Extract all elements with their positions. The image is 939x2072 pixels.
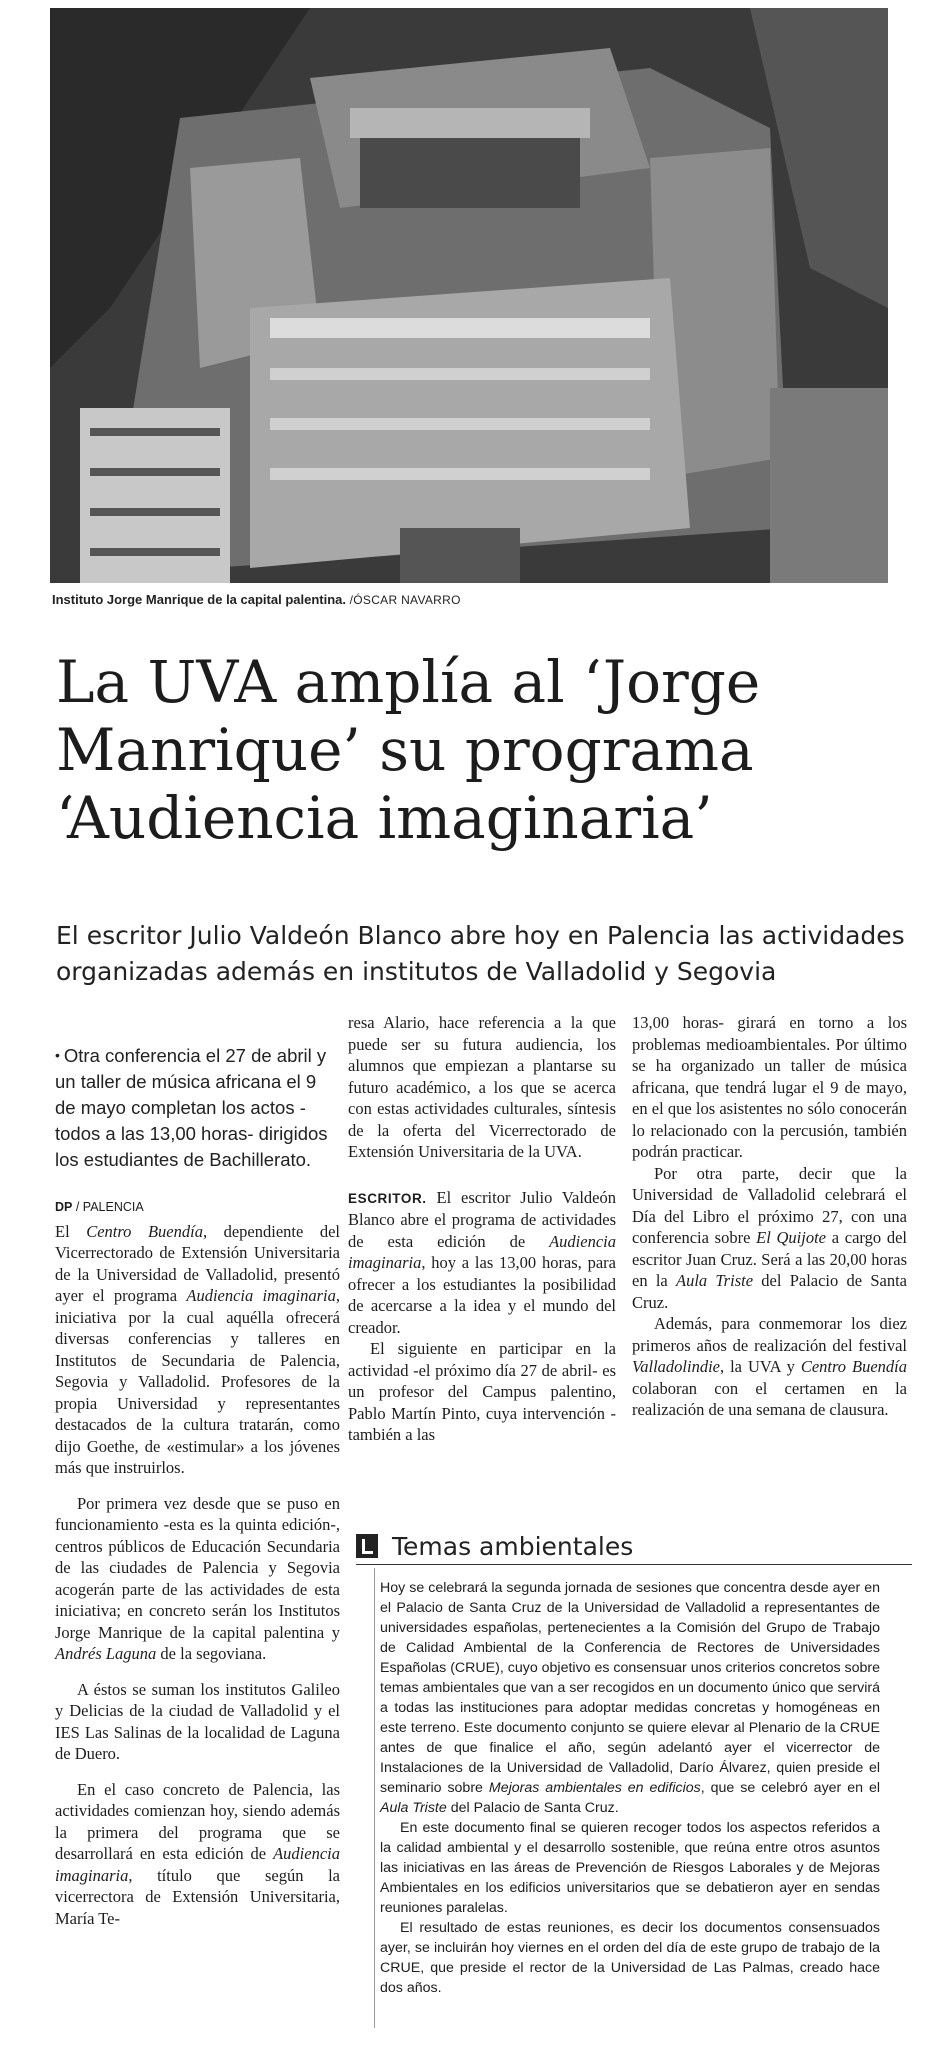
article-column-3 [632, 1012, 907, 1421]
paragraph [632, 1313, 907, 1421]
text-run: del Palacio de Santa Cruz. [632, 1271, 908, 1312]
text-run: , hoy a las 13,00 horas, para ofrecer a los estudiantes la posibilidad de acercarse a la idea y el mundo del creador. [348, 1253, 616, 1337]
paragraph: 13,00 horas- girará en torno a los problemas medioambientales. Por último se ha organizado un taller de música africana, que tendrá lugar el 9 de mayo, en el que los asistentes no sólo conocerán lo relacionado con la percusión, también podrán practicar. [632, 1013, 907, 1161]
lead-summary [55, 1042, 340, 1173]
text-run: , que se celebró ayer en el [700, 1780, 880, 1796]
headline-line-2: Manrique’ su programa [56, 716, 754, 784]
photo-credit: /ÓSCAR NAVARRO [349, 593, 461, 607]
italic-text: Valladolindie [632, 1357, 720, 1376]
byline-agency: DP [55, 1200, 73, 1214]
paragraph: En este documento final se quieren recoger todos los aspectos referidos a la calidad ambiental y el desarrollo sostenible, que reúna entre otros asuntos las iniciativas en las áreas de Prevención de Riesgos Laborales y de Mejoras Ambientales en los edificios universitarios que se debatieron ayer en sendas reuniones paralelas. [380, 1820, 880, 1916]
article-column-1 [55, 1042, 340, 1929]
italic-text: El Quijote [756, 1228, 827, 1247]
section-kicker: ESCRITOR. [348, 1190, 427, 1206]
sidebar-box-rule [374, 1568, 375, 2028]
text-run: a cargo del escritor Juan Cruz. Será a las 20,00 horas en la [632, 1228, 908, 1290]
paragraph [632, 1163, 907, 1314]
bullet-icon: • [55, 1047, 60, 1063]
paragraph: El siguiente en participar en la actividad -el próximo día 27 de abril- es un profesor del Campus palentino, Pablo Martín Pinto, cuya intervención -también a las [348, 1339, 616, 1444]
italic-text: Mejoras ambientales en edificios [488, 1780, 701, 1796]
caption-text: Instituto Jorge Manrique de la capital palentina. [52, 592, 346, 607]
text-run: , dependiente del Vicerrectorado de Extensión Universitaria de la Universidad de Valladolid, presentó ayer el programa [55, 1221, 341, 1305]
byline-place: / PALENCIA [75, 1200, 144, 1214]
italic-text: Audiencia imaginaria [186, 1286, 336, 1305]
italic-text: Centro Buendía [800, 1357, 907, 1376]
photo-caption [52, 592, 852, 607]
subhead-line-2: organizadas además en institutos de Valladolid y Segovia [56, 957, 777, 986]
headline-line-1: La UVA amplía al ‘Jorge [56, 648, 761, 716]
italic-text: Andrés Laguna [55, 1644, 157, 1663]
text-run: En el caso concreto de Palencia, las actividades comienzan hoy, siendo además la primera del programa que se desarrollará en esta edición de [55, 1779, 340, 1863]
article-column-2 [348, 1012, 616, 1446]
subhead-line-1: El escritor Julio Valdeón Blanco abre hoy en Palencia las actividades [56, 921, 905, 950]
building-photo [50, 8, 888, 583]
paragraph [380, 1578, 880, 1818]
text-run: colaboran con el certamen en la realización de una semana de clausura. [632, 1378, 907, 1419]
text-run: , título que según la vicerrectora de Extensión Universitaria, María Te- [55, 1865, 340, 1928]
text-run: Por primera vez desde que se puso en funcionamiento -esta es la quinta edición-, centros públicos de Educación Secundaria de las ciudades de Palencia y Segovia acogerán parte de las actividades de esta iniciativa; en concreto serán los Institutos Jorge Manrique de la capital palentina y [55, 1493, 340, 1642]
byline [55, 1197, 340, 1219]
text-run: El [55, 1221, 87, 1241]
italic-text: Aula Triste [676, 1271, 754, 1290]
section-marker-icon [356, 1534, 378, 1558]
paragraph [348, 1187, 616, 1339]
paragraph [55, 1779, 340, 1930]
text-run: El escritor Julio Valdeón Blanco abre el programa de actividades de esta edición de [348, 1187, 616, 1251]
paragraph [55, 1221, 340, 1479]
italic-text: Audiencia imaginaria [55, 1844, 340, 1885]
italic-text: Aula Triste [380, 1800, 447, 1816]
lead-text: Otra conferencia el 27 de abril y un taller de música africana el 9 de mayo completan los actos -todos a las 13,00 horas- dirigidos los estudiantes de Bachillerato. [55, 1045, 328, 1170]
sidebar-box-header [356, 1530, 912, 1565]
headline-line-3: ‘Audiencia imaginaria’ [56, 784, 713, 852]
subheadline [56, 918, 916, 990]
paragraph [55, 1493, 340, 1665]
text-run: de la segoviana. [156, 1644, 267, 1663]
text-run: , iniciativa por la cual aquélla ofrecerá diversas conferencias y talleres en Institutos de Secundaria de Palencia, Segovia y Valladolid. Profesores de la propia Universidad y representantes destacados de la cultura tratarán, como dijo Goethe, de «estimular» a los jóvenes más que instruirlos. [55, 1286, 340, 1477]
sidebar-box-title: Temas ambientales [392, 1532, 634, 1561]
text-run: , la UVA y [720, 1357, 801, 1376]
text-run: Además, para conmemorar los diez primeros años de realización del festival [632, 1314, 907, 1355]
text-run: del Palacio de Santa Cruz. [446, 1800, 619, 1816]
text-run: Hoy se celebrará la segunda jornada de sesiones que concentra desde ayer en el Palacio de Santa Cruz de la Universidad de Valladolid a representantes de universidades españolas, pertenecientes a la Comisión del Grupo de Trabajo de Calidad Ambiental de la Conferencia de Rectores de Universidades Españolas (CRUE), cuyo objetivo es consensuar unos criterios concretos sobre temas ambientales que van a ser recogidos en un documento único que servirá a todas las instituciones para adoptar medidas concretas y homogéneas en este terreno. Este documento conjunto se quiere elevar al Plenario de la CRUE antes de que finalice el año, según adelantó ayer el vicerrector de Instalaciones de la Universidad de Valladolid, Darío Álvarez, quien preside el seminario sobre [380, 1580, 881, 1796]
headline [56, 648, 896, 852]
text-run: Por otra parte, decir que la Universidad de Valladolid celebrará el Día del Libro el próximo 27, con una conferencia sobre [632, 1163, 907, 1247]
italic-text: Audiencia imaginaria [348, 1231, 616, 1272]
paragraph: resa Alario, hace referencia a la que puede ser su futura audiencia, los alumnos que empiezan a plantarse su futuro académico, a los que se acerca con estas actividades culturales, síntesis de la oferta del Vicerrectorado de Extensión Universitaria de la UVA. [348, 1013, 616, 1161]
paragraph: El resultado de estas reuniones, es decir los documentos consensuados ayer, se incluirán hoy viernes en el orden del día de este grupo de trabajo de la CRUE, que preside el rector de la Universidad de Las Palmas, creado hace dos años. [380, 1920, 880, 1996]
paragraph: A éstos se suman los institutos Galileo y Delicias de la ciudad de Valladolid y el IES Las Salinas de la localidad de Laguna de Duero. [55, 1679, 340, 1763]
italic-text: Centro Buendía [86, 1221, 203, 1241]
sidebar-box-body [380, 1578, 880, 1998]
